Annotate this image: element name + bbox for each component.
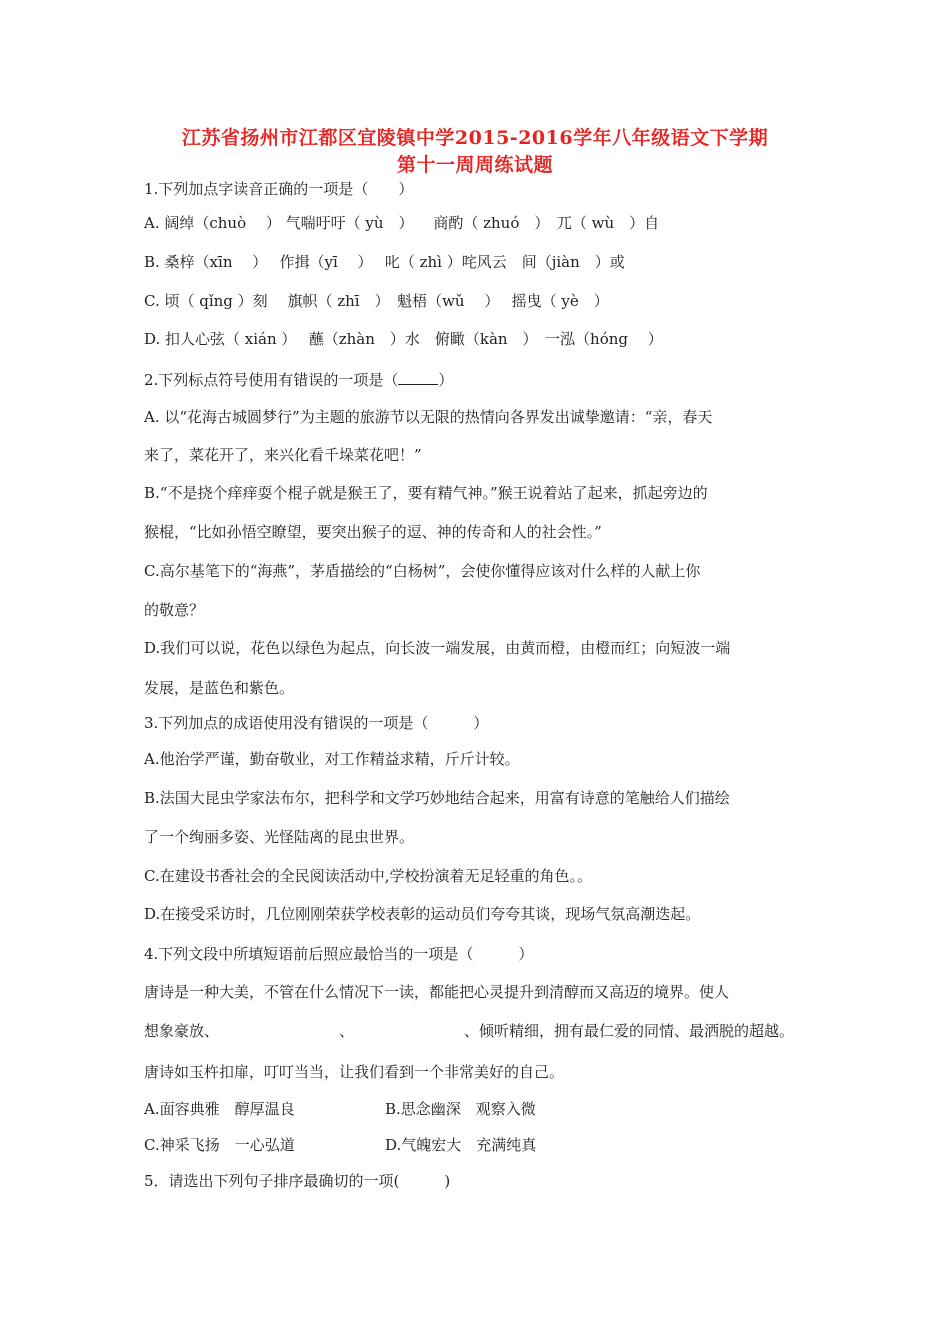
q3-option-c: C.在建设书香社会的全民阅读活动中,学校扮演着无足轻重的角色。。	[144, 867, 592, 885]
q3-option-d: D.在接受采访时，几位刚刚荣获学校表彰的运动员们夸夸其谈，现场气氛高潮迭起。	[144, 905, 701, 923]
q2-stem	[144, 369, 453, 390]
q2-stem-text: 2.下列标点符号使用有错误的一项是（	[144, 371, 399, 389]
q4-option-a: A.面容典雅 醇厚温良	[144, 1100, 295, 1118]
title-line-2: 第十一周周练试题	[396, 154, 553, 176]
q2-option-a-line1: A. 以“花海古城圆梦行”为主题的旅游节以无限的热情向各界发出诚挚邀请：“亲，春天	[144, 408, 713, 426]
q2-option-b-line2: 猴棍，“比如孙悟空瞭望，要突出猴子的逗、神的传奇和人的社会性。”	[144, 523, 602, 541]
q2-option-c-line2: 的敬意？	[144, 601, 205, 619]
q2-option-b-line1: B.“不是挠个痒痒耍个棍子就是猴王了，要有精气神。”猴王说着站了起来，抓起旁边的	[144, 484, 708, 502]
q4-option-c: C.神采飞扬 一心弘道	[144, 1136, 295, 1154]
q2-stem-close: ）	[438, 371, 454, 389]
q4-passage-line2	[144, 1020, 794, 1041]
q2-option-a-line2: 来了，菜花开了，来兴化看千垛菜花吧！”	[144, 446, 422, 464]
q3-stem: 3.下列加点的成语使用没有错误的一项是（ ）	[144, 714, 489, 732]
answer-blank	[398, 370, 438, 385]
q2-option-c-line1: C.高尔基笔下的“海燕”，茅盾描绘的“白杨树”，会使你懂得应该对什么样的人献上你	[144, 562, 701, 580]
title-line-1: 江苏省扬州市江都区宜陵镇中学2015-2016学年八年级语文下学期	[181, 127, 769, 149]
q4-option-d: D.气魄宏大 充满纯真	[385, 1136, 537, 1154]
q2-option-d-line2: 发展，是蓝色和紫色。	[144, 679, 295, 697]
q4-stem: 4.下列文段中所填短语前后照应最恰当的一项是（ ）	[144, 945, 534, 963]
q5-stem: 5．请选出下列句子排序最确切的一项( )	[144, 1172, 451, 1190]
q4-passage-part1: 想象豪放、	[144, 1022, 220, 1040]
q3-option-a: A.他治学严谨，勤奋敬业，对工作精益求精，斤斤计较。	[144, 750, 520, 768]
q3-option-b-line1: B.法国大昆虫学家法布尔，把科学和文学巧妙地结合起来，用富有诗意的笔触给人们描绘	[144, 789, 730, 807]
q2-option-d-line1: D.我们可以说，花色以绿色为起点，向长波一端发展，由黄而橙，由橙而红；向短波一端	[144, 639, 731, 657]
q1-option-b: B. 桑梓（xīn ） 作揖（yī ） 叱（ zhì ）咤风云 间（jiàn ）或	[144, 253, 625, 271]
q4-option-b: B.思念幽深 观察入微	[385, 1100, 536, 1118]
q1-stem: 1.下列加点字读音正确的一项是（ ）	[144, 180, 414, 198]
q4-passage-line3: 唐诗如玉杵扣扉，叮叮当当，让我们看到一个非常美好的自己。	[144, 1063, 565, 1081]
q1-option-c: C. 顷（ qǐng ）刻 旗帜（ zhī ） 魁梧（wǔ ） 摇曳（ yè ）	[144, 292, 609, 310]
q4-passage-part2: 、倾听精细，拥有最仁爱的同情、最洒脱的超越。	[464, 1022, 795, 1040]
q1-option-d: D. 扣人心弦（ xián ） 蘸（zhàn ）水 俯瞰（kàn ） 一泓（hóng ）	[144, 330, 663, 348]
q4-passage-line1: 唐诗是一种大美，不管在什么情况下一读，都能把心灵提升到清醇而又高迈的境界。使人	[144, 983, 730, 1001]
q3-option-b-line2: 了一个绚丽多姿、光怪陆离的昆虫世界。	[144, 828, 415, 846]
q1-option-a: A. 阔绰（chuò ） 气喘吁吁（ yù ） 商酌（ zhuó ） 兀（ wù ）自	[144, 214, 660, 232]
q4-passage-sep: 、	[339, 1022, 355, 1040]
